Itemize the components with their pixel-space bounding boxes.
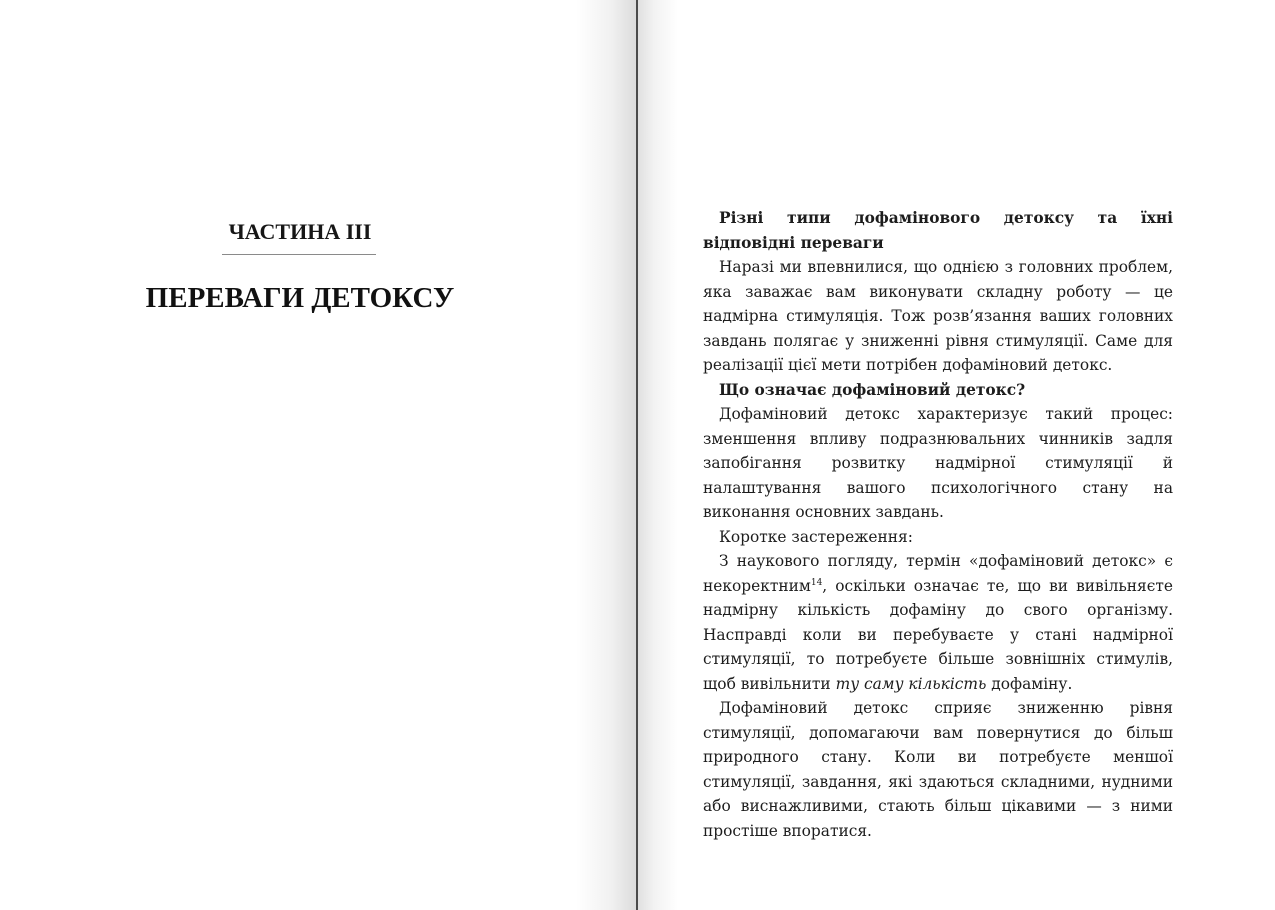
heading-types: Різні типи дофамінового детоксу та їхні відповідні переваги <box>703 209 1173 252</box>
paragraph-intro: Наразі ми впевнилися, що однією з головних проблем, яка заважає вам виконувати складну роботу — це надмірна стимуляція. Тож розв’язання ваших головних завдань полягає у зниженні рівня стимуляції. Саме для реалізації цієї мети потрібен дофаміновий детокс. <box>703 258 1173 374</box>
paragraph-benefit: Дофаміновий детокс сприяє зниженню рівня стимуляції, допомагаючи вам повернутися до більш природного стану. Коли ви потребуєте меншої стимуляції, завдання, які здаються складними, нудними або виснажливими, стають більш цікавими — з ними простіше впоратися. <box>703 699 1173 840</box>
left-page <box>0 0 636 910</box>
spine-shadow-left <box>576 0 636 910</box>
right-page <box>638 0 1275 910</box>
caveat-text-3: дофаміну. <box>986 674 1073 693</box>
title-divider <box>222 254 376 255</box>
caveat-text-2: , оскільки означає те, що ви вивільняєте надмірну кількість дофаміну до свого організму. Насправді коли ви перебуваєте у стані надмірної стимуляції, то потребуєте більше зовнішніх стимулів, щоб вивільнити <box>703 576 1173 693</box>
part-title: ПЕРЕВАГИ ДЕТОКСУ <box>145 282 455 314</box>
paragraph-definition: Дофаміновий детокс характеризує такий процес: зменшення впливу подразнювальних чинників задля запобігання розвитку надмірної стимуляції й налаштування вашого психологічного стану на виконання основних завдань. <box>703 405 1173 521</box>
body-text <box>703 206 1173 843</box>
part-label: ЧАСТИНА III <box>228 219 372 244</box>
heading-caveat: Коротке застереження: <box>719 527 913 546</box>
caveat-emphasis: ту саму кількість <box>835 674 987 693</box>
footnote-ref: 14 <box>810 577 823 588</box>
spine-shadow-right <box>638 0 678 910</box>
paragraph-caveat <box>703 549 1173 696</box>
heading-what: Що означає дофаміновий детокс? <box>719 380 1026 399</box>
caveat-text-1: З наукового погляду, термін «дофаміновий детокс» є некоректним <box>703 552 1173 595</box>
